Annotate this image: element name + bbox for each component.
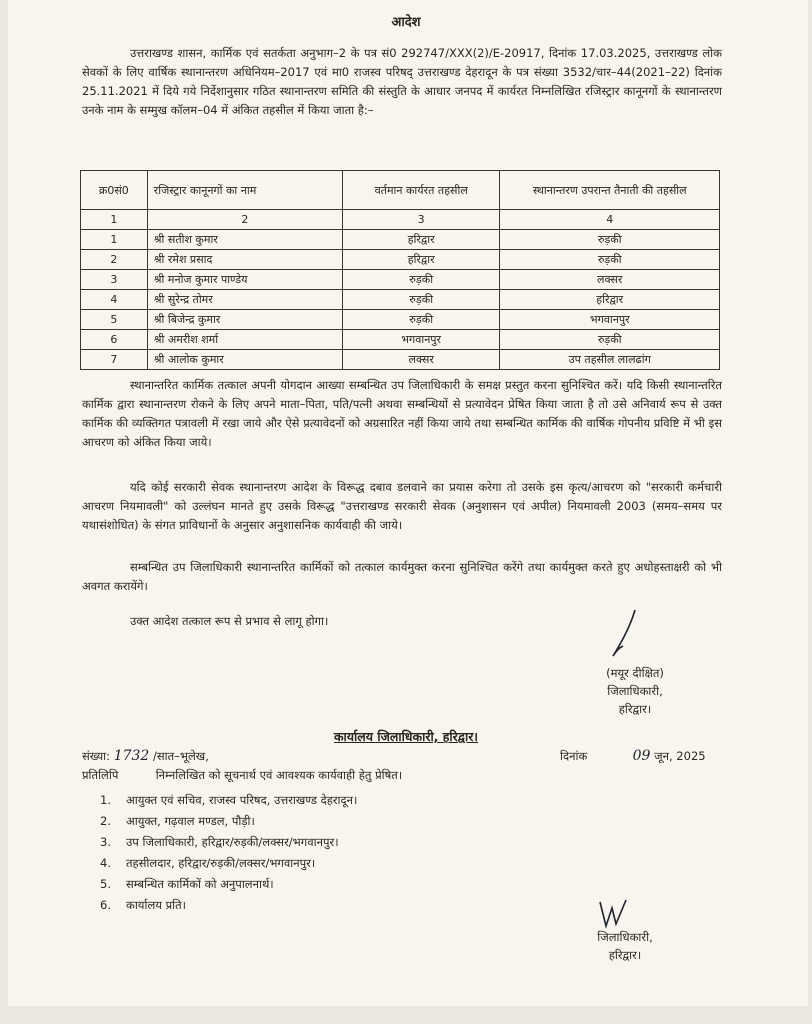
list-text: आयुक्त एवं सचिव, राजस्व परिषद, उत्तराखण्ड देहरादून। (126, 793, 358, 807)
column-number-row (81, 210, 720, 230)
column-number: 4 (500, 210, 720, 230)
list-number: 2. (100, 814, 111, 828)
cell-serial: 5 (81, 310, 148, 330)
list-number: 3. (100, 835, 111, 849)
cell-current-tehsil: रुड़की (342, 290, 500, 310)
reference-line (82, 748, 209, 764)
cell-new-tehsil: हरिद्वार (500, 290, 720, 310)
cell-current-tehsil: हरिद्वार (342, 230, 500, 250)
cell-new-tehsil: भगवानपुर (500, 310, 720, 330)
table-row (81, 310, 720, 330)
list-number: 4. (100, 856, 111, 870)
cell-serial: 6 (81, 330, 148, 350)
ref-label: संख्या: (82, 749, 111, 763)
list-item (100, 832, 357, 853)
order-title: आदेश (391, 15, 421, 30)
table-header-row (81, 171, 720, 210)
joining-paragraph: स्थानान्तरित कार्मिक तत्काल अपनी योगदान आख्या सम्बन्धित उप जिलाधिकारी के समक्ष प्रस्तुत करना सुनिश्चित करें। यदि किसी स्थानान्तरित कार्मिक द्वारा स्थानान्तरण रोकने के लिए अपने माता–पिता, पति/पत्नी अथवा सम्बन्धियों से प्रत्यावेदन प्रेषित किया जाता है तो उसे अनिवार्य रूप से उक्त कार्मिक की व्यक्तिगत पत्रावली में रखा जाये और ऐसे प्रत्यावेदनों को अग्रसारित नहीं किया जाये तथा सम्बन्धित कार्मिक की वार्षिक गोपनीय प्रविष्टि में भी इस आचरण को अंकित किया जाये। (82, 378, 722, 449)
list-item (100, 895, 357, 916)
cell-current-tehsil: रुड़की (342, 310, 500, 330)
header-current-tehsil: वर्तमान कार्यरत तहसील (342, 171, 500, 210)
table-row (81, 250, 720, 270)
list-text: सम्बन्धित कार्मिकों को अनुपालनार्थ। (126, 877, 274, 891)
cell-name: श्री रमेश प्रसाद (147, 250, 342, 270)
cell-new-tehsil: रुड़की (500, 330, 720, 350)
list-number: 6. (100, 898, 111, 912)
list-item (100, 874, 357, 895)
list-item (100, 811, 357, 832)
cell-serial: 4 (81, 290, 148, 310)
cell-new-tehsil: उप तहसील लालढांग (500, 350, 720, 370)
signature-mark (596, 898, 632, 932)
cell-name: श्री आलोक कुमार (147, 350, 342, 370)
date-day: 09 (632, 748, 651, 764)
ref-number: 1732 (113, 748, 150, 764)
signatory-name: (मयूर दीक्षित) (606, 666, 664, 680)
signatory-place: हरिद्वार। (608, 948, 642, 962)
ref-suffix: /सात–भूलेख, (152, 749, 209, 763)
list-number: 1. (100, 793, 111, 807)
discipline-paragraph: यदि कोई सरकारी सेवक स्थानान्तरण आदेश के विरूद्ध दबाव डलवाने का प्रयास करेगा तो उसके इस कृत्य/आचरण को "सरकारी कर्मचारी आचरण नियमावली" को उल्लंघन मानते हुए उसके विरूद्ध "उत्तराखण्ड सरकारी सेवक (अनुशासन एवं अपील) नियमावली 2003 (समय–समय पर यथासंशोधित) के संगत प्राविधानों के अनुसार अनुशासनिक कार्यवाही की जाये। (82, 480, 722, 532)
column-number: 3 (342, 210, 500, 230)
cell-current-tehsil: हरिद्वार (342, 250, 500, 270)
cell-name: श्री सुरेन्द्र तोमर (147, 290, 342, 310)
cell-serial: 3 (81, 270, 148, 290)
cell-name: श्री मनोज कुमार पाण्डेय (147, 270, 342, 290)
list-text: कार्यालय प्रति। (126, 898, 187, 912)
transfer-table (80, 170, 720, 370)
cell-new-tehsil: लक्सर (500, 270, 720, 290)
cell-serial: 7 (81, 350, 148, 370)
list-item (100, 790, 357, 811)
header-new-tehsil: स्थानान्तरण उपरान्त तैनाती की तहसील (500, 171, 720, 210)
cell-name: श्री बिजेन्द्र कुमार (147, 310, 342, 330)
cell-current-tehsil: रुड़की (342, 270, 500, 290)
cell-current-tehsil: लक्सर (342, 350, 500, 370)
table-row (81, 350, 720, 370)
list-text: तहसीलदार, हरिद्वार/रुड़की/लक्सर/भगवानपुर। (126, 856, 316, 870)
date-line (560, 748, 706, 764)
header-serial: क्र0सं0 (81, 171, 148, 210)
list-text: आयुक्त, गढ़वाल मण्डल, पौड़ी। (126, 814, 255, 828)
signatory-place: हरिद्वार। (618, 702, 652, 716)
effect-paragraph: उक्त आदेश तत्काल रूप से प्रभाव से लागू होगा। (130, 614, 329, 628)
cell-serial: 1 (81, 230, 148, 250)
date-rest: जून, 2025 (654, 749, 706, 763)
signatory-designation: जिलाधिकारी, (607, 684, 663, 698)
signature-mark (605, 606, 645, 662)
column-number: 1 (81, 210, 148, 230)
intro-paragraph: उत्तराखण्ड शासन, कार्मिक एवं सतर्कता अनुभाग–2 के पत्र सं0 292747/XXX(2)/E-20917, दिनांक 17.03.2025, उत्तराखण्ड लोक सेवकों के लिए वार्षिक स्थानान्तरण अधिनियम–2017 एवं मा0 राजस्व परिषद् उत्तराखण्ड देहरादून के पत्र संख्या 3532/चार–44(2021–22) दिनांक 25.11.2021 में दिये गये निर्देशानुसार गठित स्थानान्तरण समिति की संस्तुति के आधार जनपद में कार्यरत निम्नलिखित रजिस्ट्रार कानूनगों के स्थानान्तरण उनके नाम के सम्मुख कॉलम–04 में अंकित तहसील में किया जाता है:– (82, 46, 722, 117)
list-number: 5. (100, 877, 111, 891)
signature-block-1 (560, 664, 710, 718)
list-item (100, 853, 357, 874)
table-row (81, 270, 720, 290)
cell-name: श्री अमरीश शर्मा (147, 330, 342, 350)
column-number: 2 (147, 210, 342, 230)
cell-new-tehsil: रुड़की (500, 250, 720, 270)
list-text: उप जिलाधिकारी, हरिद्वार/रुड़की/लक्सर/भगवानपुर। (126, 835, 339, 849)
header-name: रजिस्ट्रार कानूनगों का नाम (147, 171, 342, 210)
relieve-paragraph: सम्बन्धित उप जिलाधिकारी स्थानान्तरित कार्मिकों को तत्काल कार्यमुक्त करना सुनिश्चित करेंगे तथा कार्यमुक्त करते हुए अधोहस्ताक्षरी को भी अवगत करायेंगे। (82, 560, 722, 593)
cell-serial: 2 (81, 250, 148, 270)
signature-block-2 (560, 928, 690, 964)
cell-current-tehsil: भगवानपुर (342, 330, 500, 350)
cell-new-tehsil: रुड़की (500, 230, 720, 250)
office-heading: कार्यालय जिलाधिकारी, हरिद्वार। (333, 729, 479, 744)
copy-label: प्रतिलिपि (82, 768, 119, 782)
table-row (81, 230, 720, 250)
signatory-designation: जिलाधिकारी, (597, 930, 653, 944)
copy-list (100, 790, 357, 916)
cell-name: श्री सतीश कुमार (147, 230, 342, 250)
table-row (81, 330, 720, 350)
date-label: दिनांक (560, 749, 588, 763)
copy-line (82, 768, 402, 783)
copy-text: निम्नलिखित को सूचनार्थ एवं आवश्यक कार्यवाही हेतु प्रेषित। (155, 768, 403, 782)
table-row (81, 290, 720, 310)
